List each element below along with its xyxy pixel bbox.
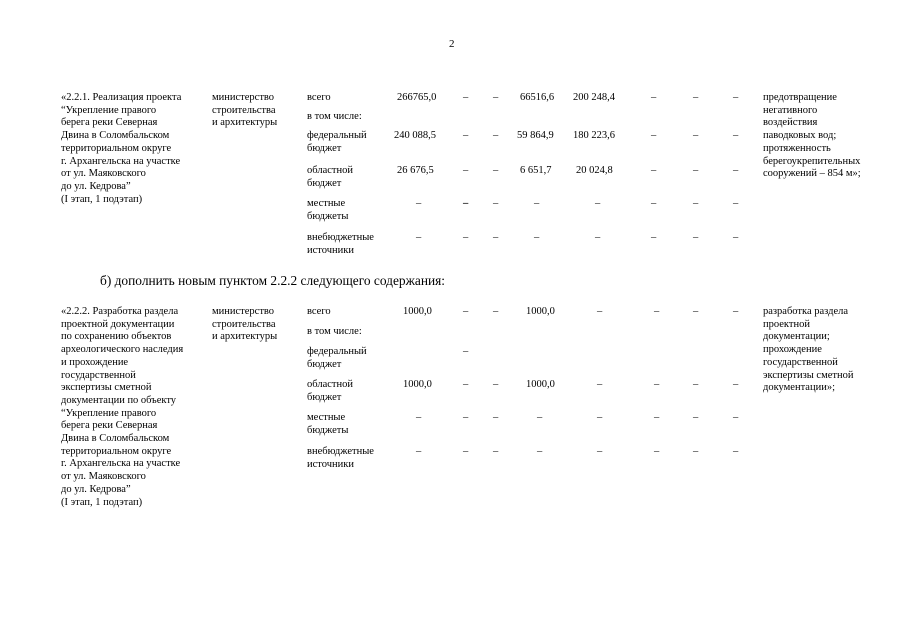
row-label: внебюджетные источники xyxy=(307,232,374,256)
row-label: областной бюджет xyxy=(307,379,353,403)
value-year-b: – xyxy=(493,412,499,423)
result-2-2-2: разработка раздела проектной документации; прохождение государственной экспертизы сметной документации»; xyxy=(763,306,854,394)
value-year-f: – xyxy=(693,165,699,176)
value-year-g: – xyxy=(733,412,739,423)
value-year-d: – xyxy=(597,412,603,423)
value-year-b: – xyxy=(493,198,499,209)
value-year-f: – xyxy=(693,412,699,423)
row-label: всего xyxy=(307,306,331,317)
value-year-a: – xyxy=(463,232,469,243)
value-year-f: – xyxy=(693,446,699,457)
value-year-f: – xyxy=(693,92,699,103)
value-year-a: – xyxy=(463,92,469,103)
row-label: внебюджетные источники xyxy=(307,446,374,470)
value-year-g: – xyxy=(733,130,739,141)
executor-2-2-2: министерство строительства и архитектуры xyxy=(212,306,278,343)
value-total: – xyxy=(416,198,422,209)
row-label: в том числе: xyxy=(307,111,362,122)
value-year-b: – xyxy=(493,232,499,243)
value-year-b: – xyxy=(493,446,499,457)
row-label: в том числе: xyxy=(307,326,362,337)
value-year-d: – xyxy=(597,379,603,390)
value-year-c: 1000,0 xyxy=(526,306,555,317)
value-year-d: – xyxy=(597,446,603,457)
value-total: 26 676,5 xyxy=(397,165,434,176)
value-year-e: – xyxy=(654,379,660,390)
value-year-d: 200 248,4 xyxy=(573,92,615,103)
activity-2-2-2: «2.2.2. Разработка раздела проектной документации по сохранению объектов археологического наследия и прохождение государственной экспертизы сметной документации по объекту “Укрепление правого берега реки Северная Двина в Соломбальском территориальном округе г. Архангельска на участке от ул. Маяковского до ул. Кедрова” (I этап, 1 подэтап) xyxy=(61,306,184,508)
value-year-a: – xyxy=(463,165,469,176)
value-year-c: 1000,0 xyxy=(526,379,555,390)
value-year-b: – xyxy=(493,379,499,390)
value-year-c: 66516,6 xyxy=(520,92,555,103)
value-year-c: 59 864,9 xyxy=(517,130,554,141)
row-label: местные бюджеты xyxy=(307,412,349,436)
value-total: 1000,0 xyxy=(403,379,432,390)
row-label: федеральный бюджет xyxy=(307,346,367,370)
value-year-a: – xyxy=(463,198,469,209)
row-label: областной бюджет xyxy=(307,165,353,189)
value-year-c: 6 651,7 xyxy=(520,165,552,176)
value-total: 1000,0 xyxy=(403,306,432,317)
value-year-e: – xyxy=(651,198,657,209)
value-year-a: – xyxy=(463,412,469,423)
value-year-b: – xyxy=(493,130,499,141)
value-year-c: – xyxy=(534,232,540,243)
value-year-b: – xyxy=(493,92,499,103)
row-label: федеральный бюджет xyxy=(307,130,367,154)
value-total: – xyxy=(416,446,422,457)
value-year-e: – xyxy=(651,92,657,103)
value-year-a: – xyxy=(463,306,469,317)
value-year-e: – xyxy=(651,130,657,141)
value-year-e: – xyxy=(654,446,660,457)
activity-2-2-1: «2.2.1. Реализация проекта “Укрепление правого берега реки Северная Двина в Соломбальском территориальном округе г. Архангельска на участке от ул. Маяковского до ул. Кедрова” (I этап, 1 подэтап) xyxy=(61,92,182,205)
value-year-d: – xyxy=(597,306,603,317)
value-year-d: 20 024,8 xyxy=(576,165,613,176)
value-year-g: – xyxy=(733,379,739,390)
value-year-a: – xyxy=(463,446,469,457)
value-year-a: – xyxy=(463,379,469,390)
section-b-heading: б) дополнить новым пунктом 2.2.2 следующего содержания: xyxy=(100,273,446,288)
value-year-a: – xyxy=(463,346,469,357)
value-year-d: 180 223,6 xyxy=(573,130,615,141)
value-total: 266765,0 xyxy=(397,92,437,103)
value-year-g: – xyxy=(733,306,739,317)
value-year-e: – xyxy=(654,306,660,317)
row-label: местные бюджеты xyxy=(307,198,349,222)
page-number: 2 xyxy=(449,38,455,50)
value-year-d: – xyxy=(595,198,601,209)
value-year-g: – xyxy=(733,198,739,209)
value-year-f: – xyxy=(693,379,699,390)
value-year-f: – xyxy=(693,198,699,209)
value-year-c: – xyxy=(537,446,543,457)
value-total: – xyxy=(416,412,422,423)
value-year-c: – xyxy=(534,198,540,209)
value-total: – xyxy=(416,232,422,243)
value-year-e: – xyxy=(651,165,657,176)
value-year-b: – xyxy=(493,306,499,317)
value-year-g: – xyxy=(733,446,739,457)
value-year-f: – xyxy=(693,232,699,243)
value-year-b: – xyxy=(493,165,499,176)
value-year-e: – xyxy=(654,412,660,423)
value-year-a: – xyxy=(463,130,469,141)
value-year-g: – xyxy=(733,232,739,243)
value-total: 240 088,5 xyxy=(394,130,436,141)
value-year-e: – xyxy=(651,232,657,243)
value-year-c: – xyxy=(537,412,543,423)
value-year-d: – xyxy=(595,232,601,243)
executor-2-2-1: министерство строительства и архитектуры xyxy=(212,92,278,129)
result-2-2-1: предотвращение негативного воздействия паводковых вод; протяженность берегоукрепительных сооружений – 854 м»; xyxy=(763,92,861,180)
value-year-f: – xyxy=(693,306,699,317)
value-year-g: – xyxy=(733,165,739,176)
value-year-g: – xyxy=(733,92,739,103)
value-year-f: – xyxy=(693,130,699,141)
row-label: всего xyxy=(307,92,331,103)
